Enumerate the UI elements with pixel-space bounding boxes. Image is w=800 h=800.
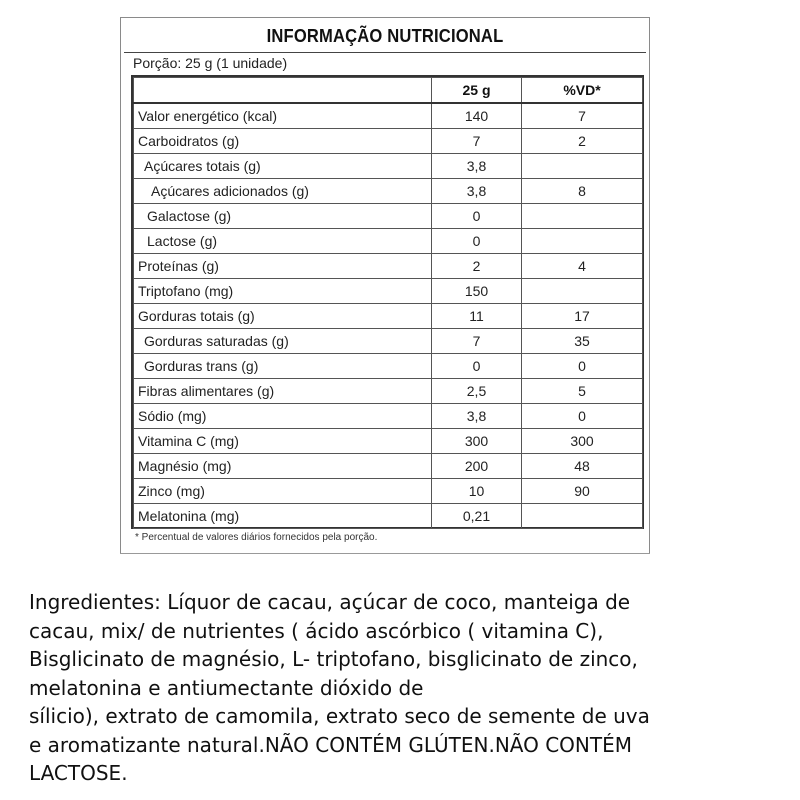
nutrient-name: Lactose (g) (134, 229, 432, 254)
nutrient-name: Melatonina (mg) (134, 504, 432, 529)
ingredients-line: melatonina e antiumectante dióxido de (29, 675, 424, 700)
nutrient-daily-value: 300 (522, 429, 643, 454)
nutrient-amount: 3,8 (432, 154, 522, 179)
nutrient-amount: 140 (432, 103, 522, 129)
nutrient-amount: 0 (432, 229, 522, 254)
nutrient-name: Carboidratos (g) (134, 129, 432, 154)
ingredients-line: LACTOSE. (29, 761, 128, 785)
table-row (134, 154, 643, 179)
label-bottom-border (120, 553, 650, 554)
table-row (134, 354, 643, 379)
nutrient-daily-value (522, 229, 643, 254)
ingredients-line: e aromatizante natural.NÃO CONTÉM GLÚTEN.NÃO CONTÉM (29, 732, 632, 757)
table-row (134, 279, 643, 304)
nutrient-amount: 7 (432, 129, 522, 154)
nutrient-name: Açúcares adicionados (g) (134, 179, 432, 204)
table-row (134, 254, 643, 279)
nutrient-amount: 3,8 (432, 179, 522, 204)
nutrient-daily-value: 2 (522, 129, 643, 154)
nutrient-amount: 3,8 (432, 404, 522, 429)
nutrient-name: Zinco (mg) (134, 479, 432, 504)
header-nutrient (134, 78, 432, 104)
nutrient-name: Proteínas (g) (134, 254, 432, 279)
nutrient-name: Triptofano (mg) (134, 279, 432, 304)
nutrition-table (133, 77, 643, 529)
table-row (134, 129, 643, 154)
table-row (134, 429, 643, 454)
nutrient-amount: 2,5 (432, 379, 522, 404)
label-title: INFORMAÇÃO NUTRICIONAL (266, 26, 504, 46)
nutrient-daily-value: 48 (522, 454, 643, 479)
nutrient-amount: 0 (432, 354, 522, 379)
nutrient-daily-value: 90 (522, 479, 643, 504)
nutrient-daily-value: 8 (522, 179, 643, 204)
nutrient-name: Gorduras saturadas (g) (134, 329, 432, 354)
table-row (134, 304, 643, 329)
nutrient-amount: 0 (432, 204, 522, 229)
nutrient-daily-value (522, 504, 643, 529)
table-row (134, 179, 643, 204)
nutrient-amount: 11 (432, 304, 522, 329)
nutrient-daily-value: 0 (522, 354, 643, 379)
nutrient-amount: 200 (432, 454, 522, 479)
table-row (134, 404, 643, 429)
nutrient-daily-value: 35 (522, 329, 643, 354)
nutrient-daily-value: 7 (522, 103, 643, 129)
nutrient-daily-value: 0 (522, 404, 643, 429)
nutrient-name: Gorduras trans (g) (134, 354, 432, 379)
nutrient-amount: 300 (432, 429, 522, 454)
nutrient-name: Vitamina C (mg) (134, 429, 432, 454)
table-row (134, 103, 643, 129)
nutrition-label (120, 17, 650, 554)
nutrient-amount: 0,21 (432, 504, 522, 529)
ingredients-line: sílicio), extrato de camomila, extrato seco de semente de uva (29, 704, 650, 728)
nutrient-name: Fibras alimentares (g) (134, 379, 432, 404)
table-row (134, 204, 643, 229)
table-row (134, 329, 643, 354)
title-divider (124, 52, 646, 53)
table-row (134, 479, 643, 504)
nutrient-name: Galactose (g) (134, 204, 432, 229)
ingredients-line: Bisglicinato de magnésio, L- triptofano, bisglicinato de zinco, (29, 647, 638, 671)
nutrient-name: Açúcares totais (g) (134, 154, 432, 179)
ingredients-text (29, 588, 789, 788)
nutrient-amount: 10 (432, 479, 522, 504)
nutrient-daily-value: 5 (522, 379, 643, 404)
table-row (134, 379, 643, 404)
portion-size: Porção: 25 g (1 unidade) (133, 55, 288, 71)
ingredients-line: cacau, mix/ de nutrientes ( ácido ascórbico ( vitamina C), (29, 618, 604, 643)
nutrient-daily-value (522, 154, 643, 179)
nutrient-name: Valor energético (kcal) (134, 103, 432, 129)
table-header-row (134, 78, 643, 104)
nutrient-amount: 150 (432, 279, 522, 304)
nutrient-amount: 2 (432, 254, 522, 279)
nutrient-daily-value: 4 (522, 254, 643, 279)
table-row (134, 454, 643, 479)
ingredients-line: Ingredientes: Líquor de cacau, açúcar de coco, manteiga de (29, 590, 631, 614)
nutrition-table-frame (131, 75, 644, 529)
table-row (134, 504, 643, 529)
nutrient-daily-value (522, 204, 643, 229)
nutrient-amount: 7 (432, 329, 522, 354)
daily-value-footnote: * Percentual de valores diários fornecidos pela porção. (135, 532, 378, 543)
header-daily-value: %VD* (522, 78, 643, 104)
nutrient-name: Sódio (mg) (134, 404, 432, 429)
table-row (134, 229, 643, 254)
nutrient-name: Gorduras totais (g) (134, 304, 432, 329)
header-amount: 25 g (432, 78, 522, 104)
nutrient-daily-value: 17 (522, 304, 643, 329)
nutrient-daily-value (522, 279, 643, 304)
nutrient-name: Magnésio (mg) (134, 454, 432, 479)
